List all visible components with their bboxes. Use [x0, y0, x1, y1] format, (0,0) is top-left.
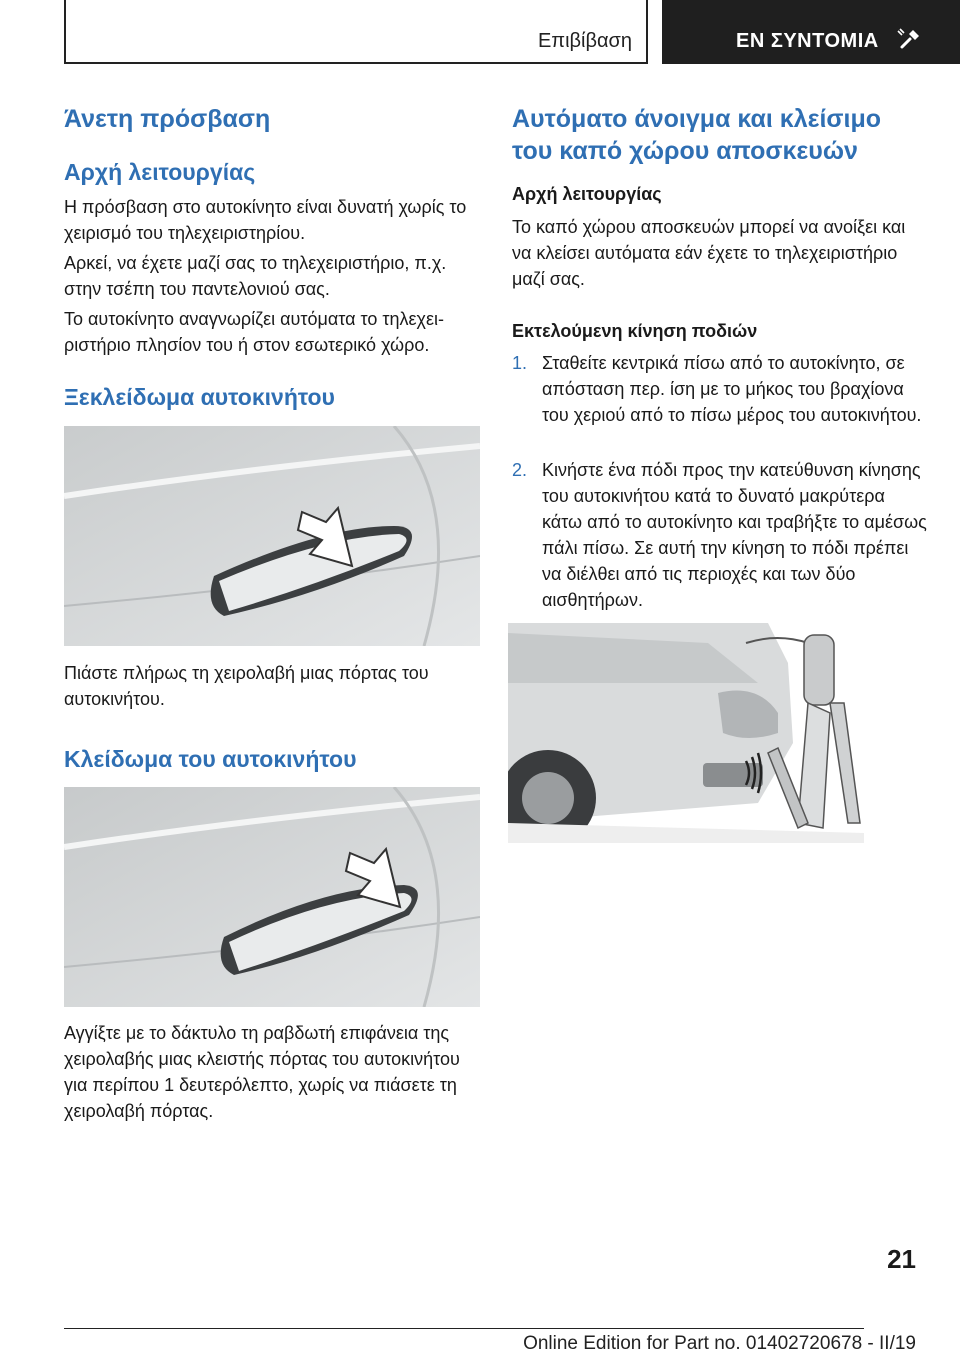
quick-reference-label: ΕΝ ΣΥΝΤΟΜΙΑ: [736, 30, 879, 52]
step-text: Σταθείτε κεντρικά πίσω από το αυτοκίνητο, σε απόσταση περ. ίση με το μήκος του βραχίονα του χεριού από το πίσω μέρος του αυτοκινήτου.: [542, 353, 922, 425]
auto-trunk-title: Αυτόματο άνοιγμα και κλείσιμο του καπό χώρου αποσκευών: [512, 105, 882, 165]
unlock-heading: Ξεκλείδωμα αυτοκινήτου: [64, 384, 335, 410]
lock-heading: Κλείδωμα του αυτοκινήτου: [64, 746, 357, 772]
comfort-access-title: Άνετη πρόσβαση: [64, 105, 271, 133]
footer-edition: Online Edition for Part no. 01402720678 - II/19: [523, 1333, 916, 1354]
quick-reference-tab[interactable]: [662, 0, 960, 64]
principle-paragraph-3: Το αυτοκίνητο αναγνωρίζει αυτόματα το τηλεχειριστήριο πλησίον του ή στον εσωτερικό χώρο.: [64, 309, 444, 355]
door-handle-unlock-image: [64, 426, 480, 646]
principle-heading-left: Αρχή λειτουργίας: [64, 159, 256, 185]
page-number: 21: [887, 1244, 916, 1274]
step-number: 2.: [512, 460, 528, 480]
principle-paragraph-2: Αρκεί, να έχετε μαζί σας το τηλεχειριστήριο, π.χ. στην τσέπη του παντελονιού σας.: [64, 253, 447, 299]
lock-caption: Αγγίξτε με το δάκτυλο τη ραβδωτή επιφάνεια της χειρολαβής μιας κλειστής πόρτας του αυτοκινήτου για περίπου 1 δευτερόλεπτο, χωρίς να πιάσετε τη χειρολαβή πόρτας.: [64, 1023, 460, 1121]
step-text: Κινήστε ένα πόδι προς την κατεύθυνση κίνησης του αυτοκινήτου κατά το δυνατό μακρύτερα κάτω από το αυτοκίνητο και τραβήξτε το αμέσως πάλι πίσω. Σε αυτή την κίνηση το πόδι πρέπει να διέλθει από τις περιοχές και των δύο αισθητήρων.: [542, 460, 927, 610]
left-title: [64, 103, 484, 135]
quick-reference-icon: [896, 27, 922, 53]
principle-paragraph-1: Η πρόσβαση στο αυτοκίνητο είναι δυνατή χωρίς το χειρισμό του τηλεχειριστηρίου.: [64, 197, 467, 243]
door-handle-lock-image: [64, 787, 480, 1007]
trunk-foot-motion-image: [508, 623, 864, 843]
footer-divider: [64, 1328, 864, 1329]
step-number: 1.: [512, 353, 528, 373]
foot-motion-heading: Εκτελούμενη κίνηση ποδιών: [512, 321, 758, 341]
principle-heading-right: Αρχή λειτουργίας: [512, 184, 662, 204]
header-section-box: [64, 0, 648, 64]
section-title: Επιβίβαση: [537, 30, 632, 52]
trunk-principle-text: Το καπό χώρου αποσκευών μπορεί να ανοίξει και να κλείσει αυτόματα εάν έχετε το τηλεχειριστήριο μαζί σας.: [512, 217, 906, 289]
unlock-caption: Πιάστε πλήρως τη χειρολαβή μιας πόρτας του αυτοκινήτου.: [64, 663, 429, 709]
